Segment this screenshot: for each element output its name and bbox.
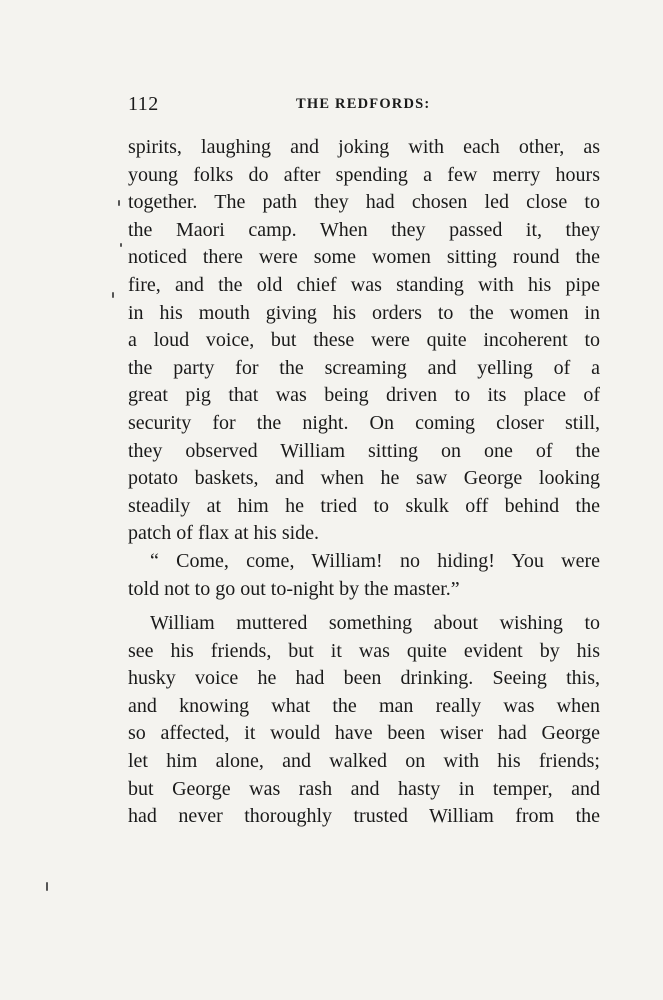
page-header — [128, 93, 600, 117]
text-line: the party for the screaming and yelling of a — [128, 356, 600, 379]
text-line: “ Come, come, William! no hiding! You were — [150, 549, 600, 572]
text-line: and knowing what the man really was when — [128, 694, 600, 717]
body-text — [128, 134, 600, 831]
text-line: steadily at him he tried to skulk off behind the — [128, 494, 600, 517]
scan-speck — [120, 243, 122, 247]
paragraph-1 — [128, 134, 600, 548]
text-line: patch of flax at his side. — [128, 522, 320, 545]
scan-speck — [118, 200, 120, 206]
text-line: let him alone, and walked on with his friends; — [128, 750, 600, 773]
text-line: see his friends, but it was quite evident by his — [128, 639, 600, 662]
text-line: so affected, it would have been wiser had George — [128, 722, 600, 745]
text-line: a loud voice, but these were quite incoherent to — [128, 329, 600, 352]
text-line: spirits, laughing and joking with each other, as — [128, 136, 600, 158]
text-line: the Maori camp. When they passed it, they — [128, 218, 600, 241]
text-line: security for the night. On coming closer still, — [128, 411, 600, 434]
text-line: in his mouth giving his orders to the women in — [128, 301, 600, 324]
text-line: they observed William sitting on one of the — [128, 439, 600, 462]
text-line: had never thoroughly trusted William from the — [128, 805, 600, 828]
text-line: told not to go out to-night by the master.” — [128, 577, 460, 600]
paragraph-gap — [128, 603, 600, 610]
text-line: husky voice he had been drinking. Seeing this, — [128, 667, 600, 690]
paragraph-2 — [128, 548, 600, 603]
text-line: but George was rash and hasty in temper, and — [128, 777, 600, 800]
text-line: great pig that was being driven to its place of — [128, 384, 600, 407]
text-line: William muttered something about wishing to — [150, 612, 600, 635]
text-line: potato baskets, and when he saw George looking — [128, 467, 600, 490]
scan-speck — [46, 882, 48, 891]
text-line: fire, and the old chief was standing with his pipe — [128, 273, 600, 296]
text-line: together. The path they had chosen led close to — [128, 191, 600, 214]
text-line: noticed there were some women sitting round the — [128, 246, 600, 269]
paragraph-3 — [128, 610, 600, 831]
page-number: 112 — [128, 93, 159, 115]
text-line: young folks do after spending a few merry hours — [128, 163, 600, 186]
running-head: THE REDFORDS: — [296, 96, 431, 112]
scan-speck — [112, 292, 114, 298]
